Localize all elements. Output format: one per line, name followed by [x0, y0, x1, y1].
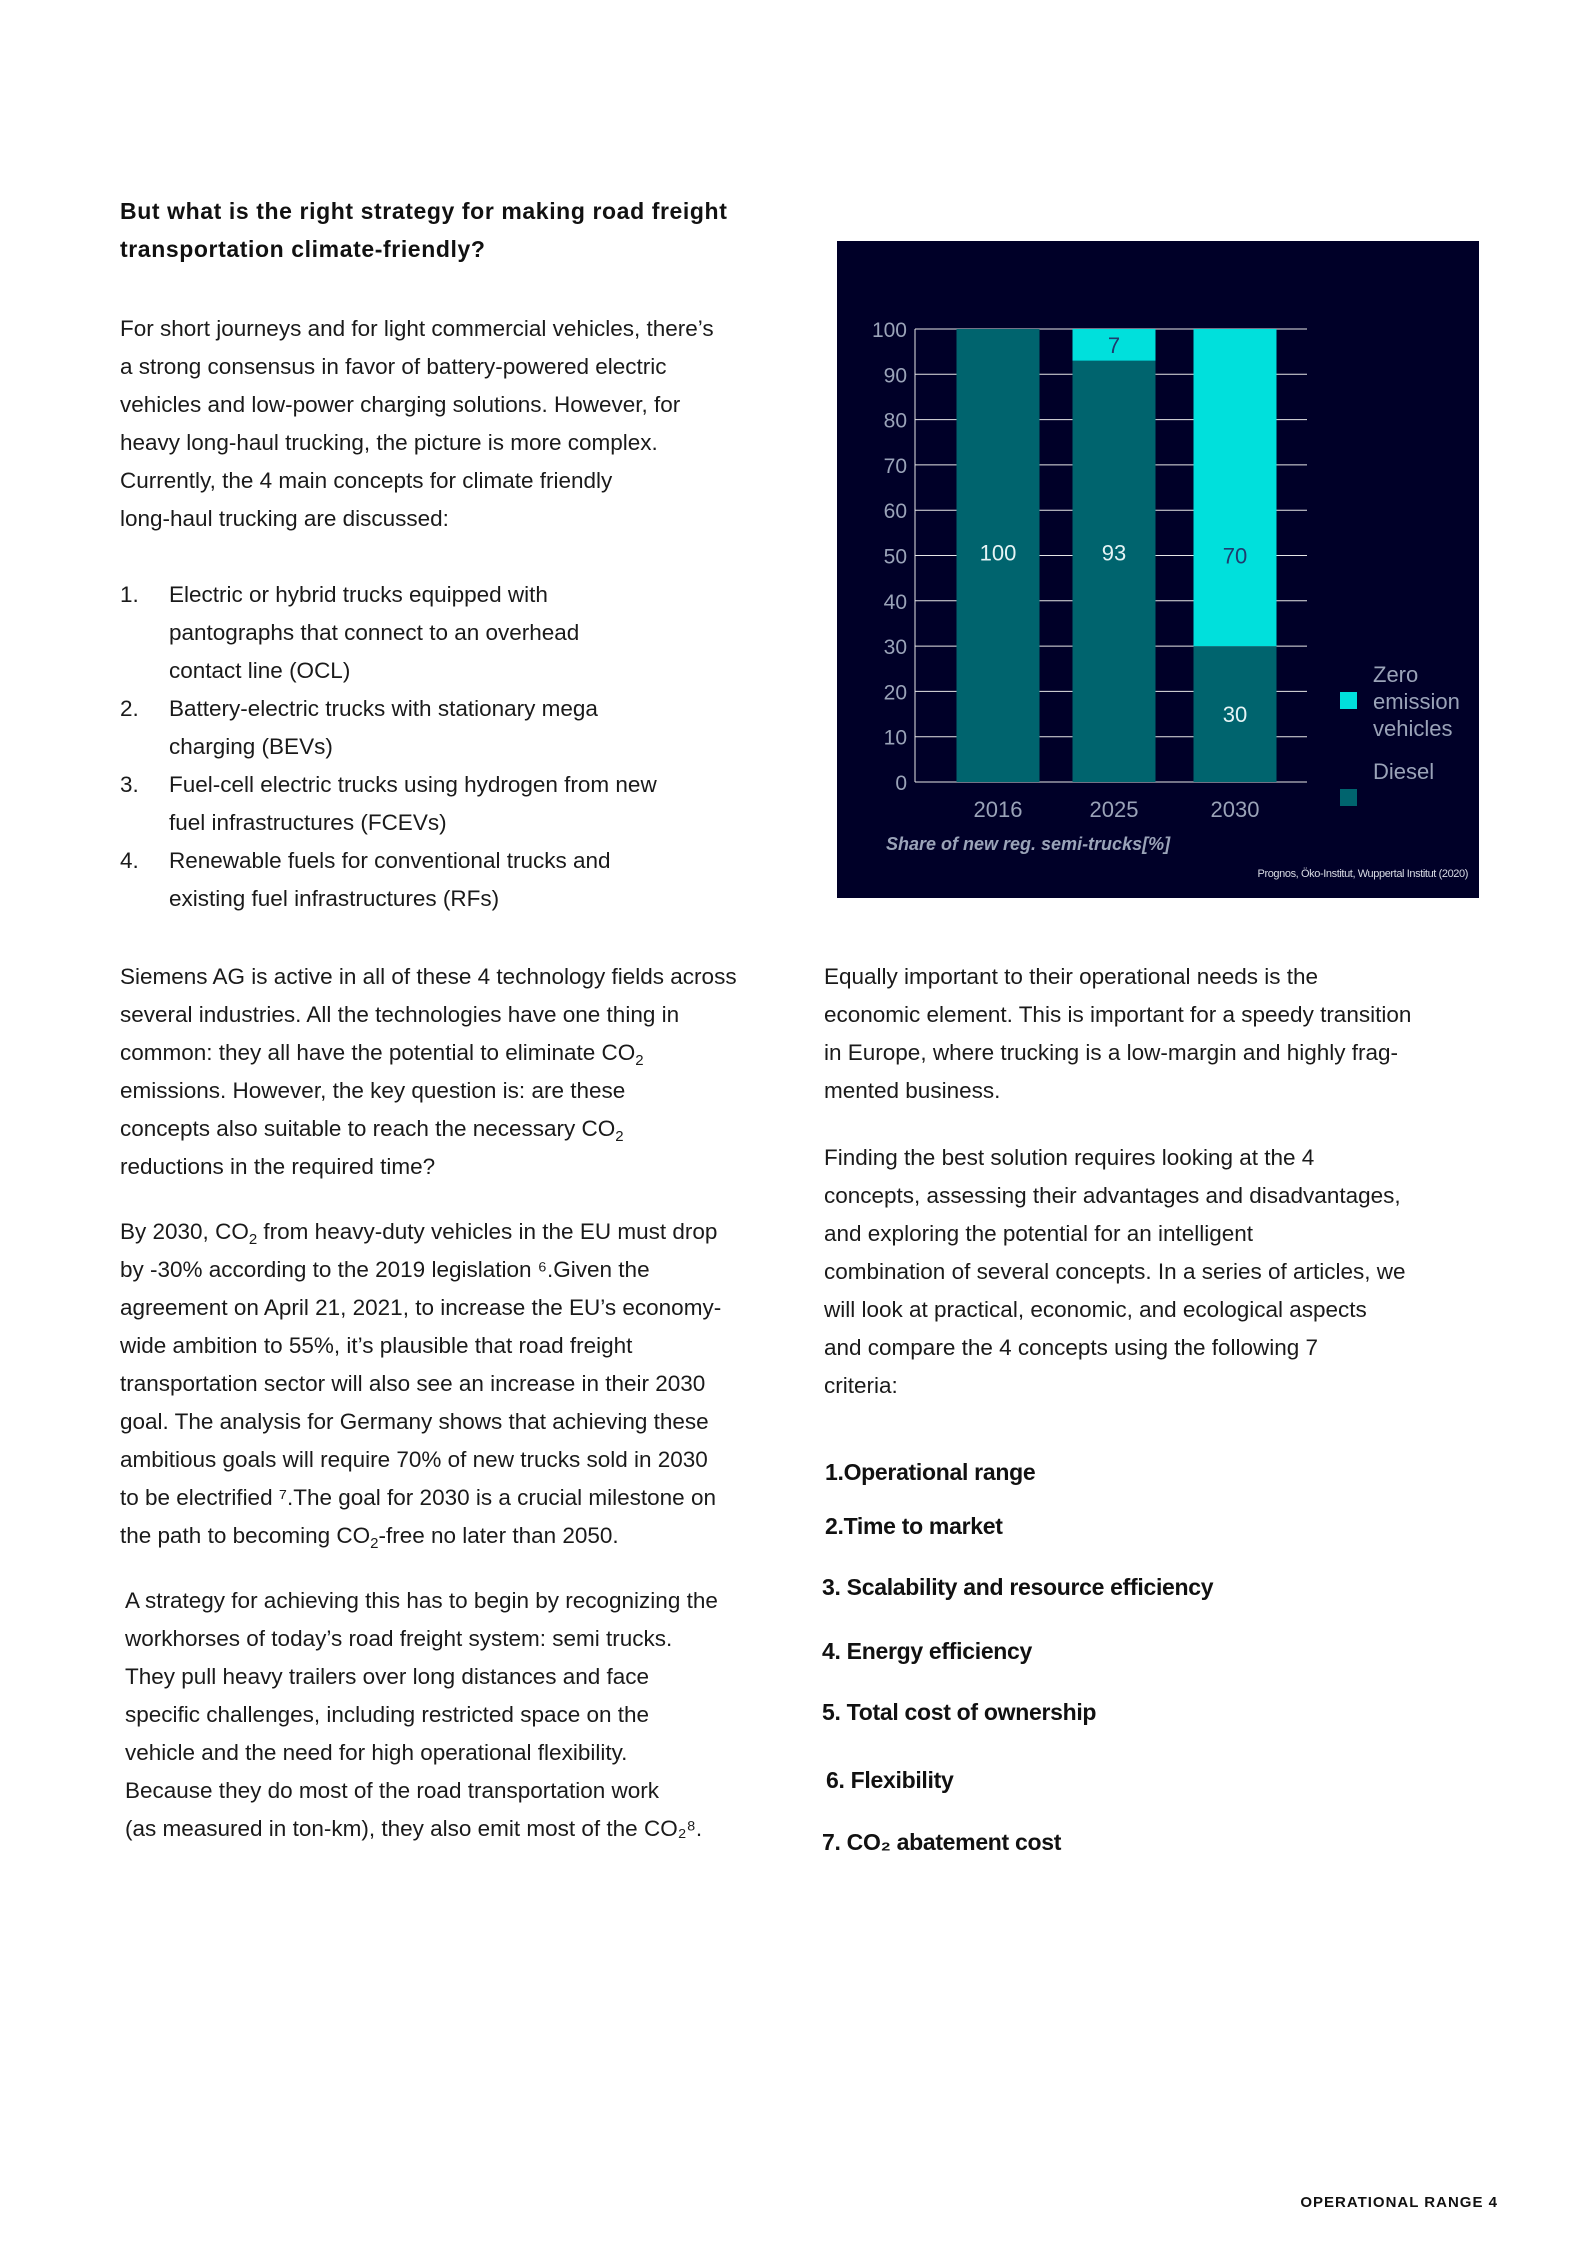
- intro-line: long-haul trucking are discussed:: [120, 506, 449, 531]
- text-span: -free no later than 2050.: [378, 1523, 619, 1548]
- y-tick-label: 70: [883, 454, 907, 478]
- text-line: in Europe, where trucking is a low-margin and highly frag-: [824, 1040, 1399, 1065]
- concept-number: 1.: [120, 582, 139, 607]
- text-line: economic element. This is important for a speedy transition: [824, 1002, 1412, 1027]
- y-tick-label: 80: [883, 409, 907, 433]
- intro-line: a strong consensus in favor of battery-powered electric: [120, 354, 667, 379]
- text-line: Equally important to their operational needs is the: [824, 964, 1319, 989]
- section-heading: [120, 192, 780, 268]
- legend-zero-swatch: [1340, 692, 1357, 709]
- x-tick-label: 2025: [1089, 797, 1139, 822]
- data-label-diesel-2025: 93: [1101, 540, 1127, 566]
- data-label-diesel-2030: 30: [1222, 702, 1248, 728]
- subscript: 2: [370, 1535, 379, 1552]
- concept-item: [120, 766, 760, 842]
- criterion-time-to-market: 2.Time to market: [825, 1513, 1003, 1539]
- text-line: reductions in the required time?: [120, 1154, 436, 1179]
- text-line: (as measured in ton-km), they also emit most of the CO₂⁸.: [125, 1816, 703, 1841]
- intro-paragraph: [120, 310, 780, 538]
- criterion-operational-range: 1.Operational range: [825, 1459, 1036, 1485]
- text-line: [120, 1110, 800, 1148]
- y-tick-label: 0: [895, 772, 907, 795]
- text-span: common: they all have the potential to eliminate CO: [120, 1040, 636, 1065]
- y-tick-label: 30: [883, 636, 907, 660]
- text-line: agreement on April 21, 2021, to increase the EU’s economy-: [120, 1295, 722, 1320]
- chart-caption: Share of new reg. semi-trucks[%]: [886, 834, 1171, 854]
- intro-line: Currently, the 4 main concepts for climate friendly: [120, 468, 613, 493]
- text-line: combination of several concepts. In a series of articles, we: [824, 1259, 1406, 1284]
- siemens-paragraph: [120, 958, 800, 1186]
- legend-diesel: Diesel: [1373, 759, 1435, 784]
- criterion-co2-abatement: 7. CO₂ abatement cost: [822, 1829, 1062, 1855]
- concept-item: [120, 690, 760, 766]
- text-line: and compare the 4 concepts using the following 7: [824, 1335, 1319, 1360]
- text-line: specific challenges, including restricted space on the: [125, 1702, 650, 1727]
- text-line: [120, 1213, 800, 1251]
- text-line: to be electrified ⁷.The goal for 2030 is a crucial milestone on: [120, 1485, 716, 1510]
- y-tick-label: 10: [883, 726, 907, 750]
- criterion-total-cost: 5. Total cost of ownership: [822, 1699, 1097, 1725]
- subscript: 2: [635, 1052, 644, 1069]
- y-tick-label: 40: [883, 590, 907, 614]
- concept-number: 2.: [120, 696, 139, 721]
- text-line: They pull heavy trailers over long distances and face: [125, 1664, 650, 1689]
- text-line: transportation sector will also see an increase in their 2030: [120, 1371, 706, 1396]
- concepts-list: [120, 576, 760, 918]
- text-span: By 2030, CO: [120, 1219, 249, 1244]
- text-span: from heavy-duty vehicles in the EU must drop: [257, 1219, 718, 1244]
- text-line: several industries. All the technologies have one thing in: [120, 1002, 680, 1027]
- x-tick-label: 2016: [973, 797, 1023, 822]
- subscript: 2: [615, 1128, 624, 1145]
- text-line: goal. The analysis for Germany shows that achieving these: [120, 1409, 709, 1434]
- legend-zero-line-1: Zero: [1373, 662, 1419, 687]
- heading-line-2: transportation climate-friendly?: [120, 236, 486, 262]
- intro-line: vehicles and low-power charging solutions. However, for: [120, 392, 681, 417]
- bar-zero-emission-2030: [1194, 329, 1277, 646]
- text-line: will look at practical, economic, and ecological aspects: [824, 1297, 1367, 1322]
- finding-paragraph: [824, 1139, 1484, 1405]
- legend-zero-line-2: emission: [1373, 689, 1460, 714]
- text-line: and exploring the potential for an intelligent: [824, 1221, 1254, 1246]
- page-footer: OPERATIONAL RANGE 4: [1300, 2194, 1498, 2211]
- x-axis-ticks: [974, 797, 1260, 822]
- text-line: [120, 1034, 800, 1072]
- legend: [1340, 662, 1460, 806]
- text-line: concepts, assessing their advantages and disadvantages,: [824, 1183, 1401, 1208]
- y-tick-label: 100: [871, 319, 907, 342]
- text-line: by -30% according to the 2019 legislation ⁶.Given the: [120, 1257, 650, 1282]
- y-tick-label: 20: [883, 681, 907, 705]
- criterion-flexibility: 6. Flexibility: [826, 1767, 954, 1793]
- text-line: A strategy for achieving this has to begin by recognizing the: [125, 1588, 718, 1613]
- strategy-paragraph: [125, 1582, 805, 1848]
- subscript: 2: [248, 1231, 258, 1248]
- by-2030-paragraph: [120, 1213, 800, 1555]
- concept-line: contact line (OCL): [169, 658, 351, 683]
- y-axis-ticks: [872, 319, 907, 795]
- concept-line: charging (BEVs): [169, 734, 333, 759]
- intro-line: For short journeys and for light commercial vehicles, there’s: [120, 316, 714, 341]
- concept-line: Renewable fuels for conventional trucks and: [169, 848, 611, 873]
- concept-line: Battery-electric trucks with stationary mega: [169, 696, 598, 721]
- concept-line: existing fuel infrastructures (RFs): [169, 886, 500, 911]
- criterion-energy-efficiency: 4. Energy efficiency: [822, 1638, 1033, 1664]
- concept-number: 3.: [120, 772, 139, 797]
- text-line: [120, 1517, 800, 1555]
- text-line: vehicle and the need for high operational flexibility.: [125, 1740, 628, 1765]
- text-line: workhorses of today’s road freight system: semi trucks.: [125, 1626, 673, 1651]
- text-line: criteria:: [824, 1373, 898, 1398]
- text-line: ambitious goals will require 70% of new trucks sold in 2030: [120, 1447, 708, 1472]
- concept-number: 4.: [120, 848, 139, 873]
- concept-item: [120, 842, 760, 918]
- text-span: the path to becoming CO: [120, 1523, 371, 1548]
- bar-diesel-2025: [1073, 361, 1156, 782]
- text-line: Because they do most of the road transportation work: [125, 1778, 660, 1803]
- y-tick-label: 60: [883, 500, 907, 524]
- text-line: mented business.: [824, 1078, 1001, 1103]
- semi-truck-registration-chart: [837, 241, 1479, 898]
- economic-paragraph: [824, 958, 1484, 1110]
- text-line: wide ambition to 55%, it’s plausible that road freight: [120, 1333, 633, 1358]
- text-line: Siemens AG is active in all of these 4 technology fields across: [120, 964, 737, 989]
- criterion-scalability: 3. Scalability and resource efficiency: [822, 1574, 1214, 1600]
- data-label-zero-2030: 70: [1222, 543, 1248, 569]
- intro-line: heavy long-haul trucking, the picture is more complex.: [120, 430, 658, 455]
- legend-zero-line-3: vehicles: [1373, 716, 1453, 741]
- text-line: Finding the best solution requires looking at the 4: [824, 1145, 1315, 1170]
- y-tick-label: 50: [883, 545, 907, 569]
- concept-line: Fuel-cell electric trucks using hydrogen from new: [169, 772, 657, 797]
- concept-item: [120, 576, 760, 690]
- chart-source: Prognos, Öko-Institut, Wuppertal Institut (2020): [1257, 868, 1468, 880]
- text-span: concepts also suitable to reach the necessary CO: [120, 1116, 616, 1141]
- text-line: emissions. However, the key question is: are these: [120, 1078, 626, 1103]
- y-tick-label: 90: [883, 364, 907, 388]
- x-tick-label: 2030: [1210, 797, 1260, 822]
- concept-line: pantographs that connect to an overhead: [169, 620, 580, 645]
- data-label-zero-2025: 7: [1107, 332, 1121, 358]
- concept-line: fuel infrastructures (FCEVs): [169, 810, 447, 835]
- concept-line: Electric or hybrid trucks equipped with: [169, 582, 548, 607]
- legend-diesel-swatch: [1340, 789, 1357, 806]
- data-label-diesel-2016: 100: [979, 540, 1017, 566]
- stacked-bar-chart: [837, 241, 1479, 898]
- heading-line-1: But what is the right strategy for making road freight: [120, 198, 728, 224]
